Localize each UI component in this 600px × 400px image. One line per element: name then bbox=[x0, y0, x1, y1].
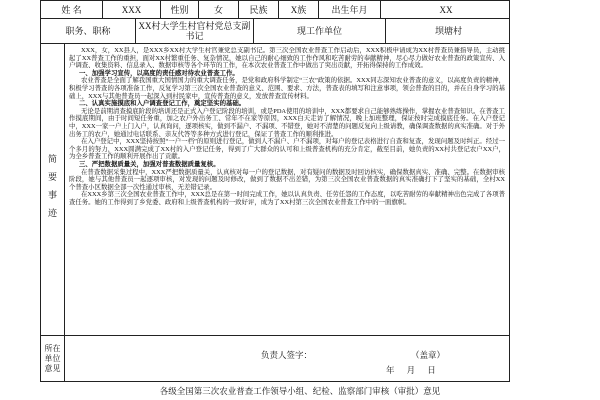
unit-label: 现工作单位 bbox=[254, 19, 386, 43]
header-row-basic bbox=[40, 0, 510, 19]
paragraph: XXX，女，XX县人，是XXX乡XX村大学生村官兼党总支副书记。第三次全国农业普查工作启动后，XXX积极申请成为XX村普查员兼指导员，主动挑起了XX普查工作的重担，面对XX村繁重任务、复杂情况，她以自己的耐心细致的工作作风和吃苦耐劳的奉献精神，尽心尽力做好农业普查的政策宣传、入户调查、收集资料、信息录入、数据审核等各个环节的工作，在本次农业普查工作中做出了突出贡献，开拓得保持的工作成效。 bbox=[69, 47, 505, 70]
deeds-section bbox=[40, 43, 510, 336]
section-heading: 二、认真实施摸底和入户调查登记工作，奠定坚实的基础。 bbox=[79, 100, 246, 108]
birth-value: XX bbox=[439, 4, 453, 15]
unit-opinion-section bbox=[40, 335, 510, 382]
birth-label: 出生年月 bbox=[319, 1, 381, 18]
signature-label: 负责人签字： bbox=[261, 350, 313, 360]
title-value: XX村大学生村官村党总支副书记 bbox=[136, 19, 254, 43]
footer-note: 各级全国第三次农业普查工作领导小组、纪检、监察部门审核（审批）意见 bbox=[159, 386, 441, 396]
gender-label: 性别 bbox=[161, 1, 199, 18]
unit-value: 坝塘村 bbox=[434, 26, 462, 36]
deeds-content bbox=[69, 47, 505, 335]
name-value: XXX bbox=[103, 1, 161, 18]
paragraph: 农业普查是全面了解我国重大国情国力的重大调查任务，是党和政府科学制定“三农”政策的依据。XXX同志深知农业普查的意义，以高度负责的精神，积极学习普查的各项准备工作，反复学习第三次全国农业普查的意义、范围、要求、方法，普查表的填写和注意事项，领会普查的目的，并在自身学习的基础上，XXX与其他普查员一起深入到村民家中，宣传普查的意义，发放普查宣传材料。 bbox=[69, 77, 505, 100]
section-heading: 一、加强学习宣传，以高度的责任感对待农业普查工作。 bbox=[79, 69, 239, 77]
header-row-position bbox=[40, 18, 510, 44]
date-label: 年 月 日 bbox=[386, 365, 436, 375]
gender-value: 女 bbox=[199, 1, 239, 18]
deeds-label-text: 简要事迹 bbox=[47, 153, 57, 226]
ethnicity-value: X族 bbox=[279, 1, 319, 18]
paragraph: 在XXX乡第三次全国农业普查工作中，XXX总是在第一时间完成工作，她以认真负责、任劳任怨的工作态度，以吃苦耐劳的奉献精神出色完成了各项普查任务。她的工作得到了乡党委、政府和上级普查机构的一致好评，成为了XX村第三次全国农业普查工作中的一面旗帜。 bbox=[69, 191, 505, 206]
opinion-label: 所在单位意见 bbox=[41, 336, 65, 381]
paragraph: 在入户登记中，XXX坚持按照“一户一档”的原则进行登记，做到人不漏户、户不漏项，对每户的登记表格进行自查和复查，发现问题及时纠正。经过一个多月的努力，XXX圆满完成了XX村的入户登记任务，得到了广大群众的认可和上级普查机构的充分肯定，截至目前，她负责的XX村共登记农户XX户，为全乡普查工作的顺利开展作出了贡献。 bbox=[69, 138, 505, 161]
section-heading: 三、严把数据质量关，加强对普查数据质量复核。 bbox=[79, 160, 220, 168]
name-label: 姓 名 bbox=[41, 1, 103, 18]
ethnicity-label: 民族 bbox=[239, 1, 279, 18]
paragraph: 在普查数据采集过程中，XXX严把数据质量关，认真核对每一户的登记数据，对有疑问的数据及时回访核实，确保数据真实、准确、完整。在数据审核阶段，她与其他普查员一起逐项审核，对发现的问题及时修改，做到了数据不出差错，为第三次全国农业普查数据的真实准确打下了坚实的基础，全村XX个普查小区数据全部一次性通过审核，无差错记录。 bbox=[69, 168, 505, 191]
paragraph: 无论是前期清查摸底阶段的培训还是正式入户登记阶段的培训，或是PDA使用的培训中，XXX都要求自己能够熟练操作，掌握农业普查知识。在普查工作摸底期间，由于时间短任务重，加之农户外出务工、常年不在家等原因，XXX白天走访了解情况，晚上加班整理，保证按时完成摸底任务。在入户登记中，XXX一家一户上门入户，认真询问，逐项核实，做到不漏户、不漏项、不错登，她对不清楚的问题反复向上级请教，确保调查数据的真实准确。对于外出务工的农户，她通过电话联系、亲友代答等多种方式进行登记，保证了普查工作的顺利推进。 bbox=[69, 107, 505, 138]
title-label: 职务、职称 bbox=[41, 19, 136, 43]
seal-label: （盖章） bbox=[411, 350, 446, 360]
deeds-side-label bbox=[41, 44, 65, 335]
